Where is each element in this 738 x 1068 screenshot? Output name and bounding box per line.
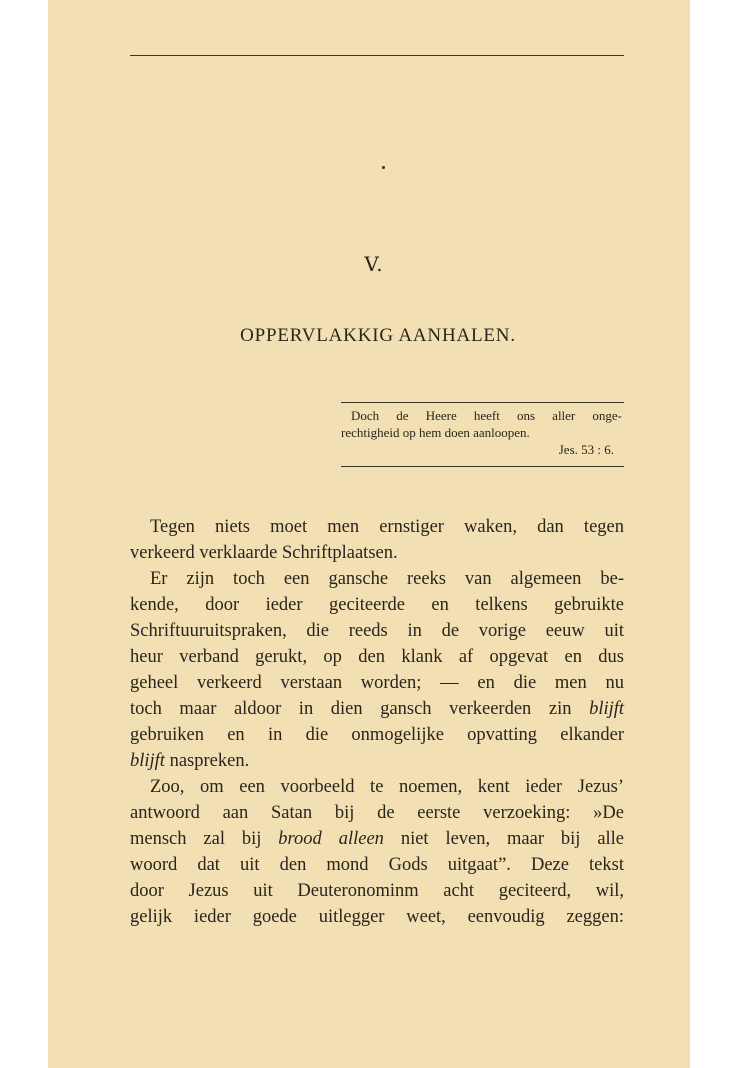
text-segment: naspreken. — [169, 751, 250, 771]
text-line: gelijk ieder goede uitlegger weet, eenvoudig zeggen: — [130, 907, 624, 927]
chapter-title: OPPERVLAKKIG AANHALEN. — [240, 325, 516, 346]
text-line: heur verband gerukt, op den klank af opgevat en dus — [130, 647, 624, 667]
epigraph — [341, 402, 624, 467]
italic-phrase: brood alleen — [278, 829, 384, 849]
text-line — [130, 748, 624, 774]
text-line: gebruiken en in die onmogelijke opvatting elkander — [130, 725, 624, 745]
text-segment: niet leven, maar bij alle — [400, 829, 625, 849]
ink-speck — [382, 166, 385, 169]
text-line: verkeerd verklaarde Schriftplaatsen. — [130, 543, 398, 563]
chapter-number: V. — [364, 252, 384, 276]
epigraph-line: Doch de Heere heeft ons aller onge- — [351, 408, 622, 423]
text-line — [130, 826, 624, 852]
text-line: kende, door ieder geciteerde en telkens gebruikte — [130, 595, 624, 615]
book-page — [48, 0, 690, 1068]
italic-word: blijft — [130, 751, 165, 771]
text-segment: toch maar aldoor in dien gansch verkeerden zin — [130, 699, 572, 719]
top-rule — [130, 55, 624, 56]
epigraph-reference: Jes. 53 : 6. — [558, 442, 614, 457]
text-line: Zoo, om een voorbeeld te noemen, kent ieder Jezus’ — [150, 777, 624, 797]
text-segment: mensch zal bij — [130, 829, 262, 849]
text-line: woord dat uit den mond Gods uitgaat”. Deze tekst — [130, 855, 624, 875]
text-line: Er zijn toch een gansche reeks van algemeen be- — [150, 569, 624, 589]
text-line: Tegen niets moet men ernstiger waken, dan tegen — [150, 517, 624, 537]
body-text — [130, 514, 624, 930]
text-line: antwoord aan Satan bij de eerste verzoeking: »De — [130, 803, 624, 823]
text-line: geheel verkeerd verstaan worden; — en die men nu — [130, 673, 624, 693]
text-line — [130, 696, 624, 722]
italic-word: blijft — [589, 699, 625, 719]
text-line: door Jezus uit Deuteronominm acht geciteerd, wil, — [130, 881, 624, 901]
text-line: Schriftuuruitspraken, die reeds in de vorige eeuw uit — [130, 621, 624, 641]
epigraph-line: rechtigheid op hem doen aanloopen. — [341, 425, 530, 440]
